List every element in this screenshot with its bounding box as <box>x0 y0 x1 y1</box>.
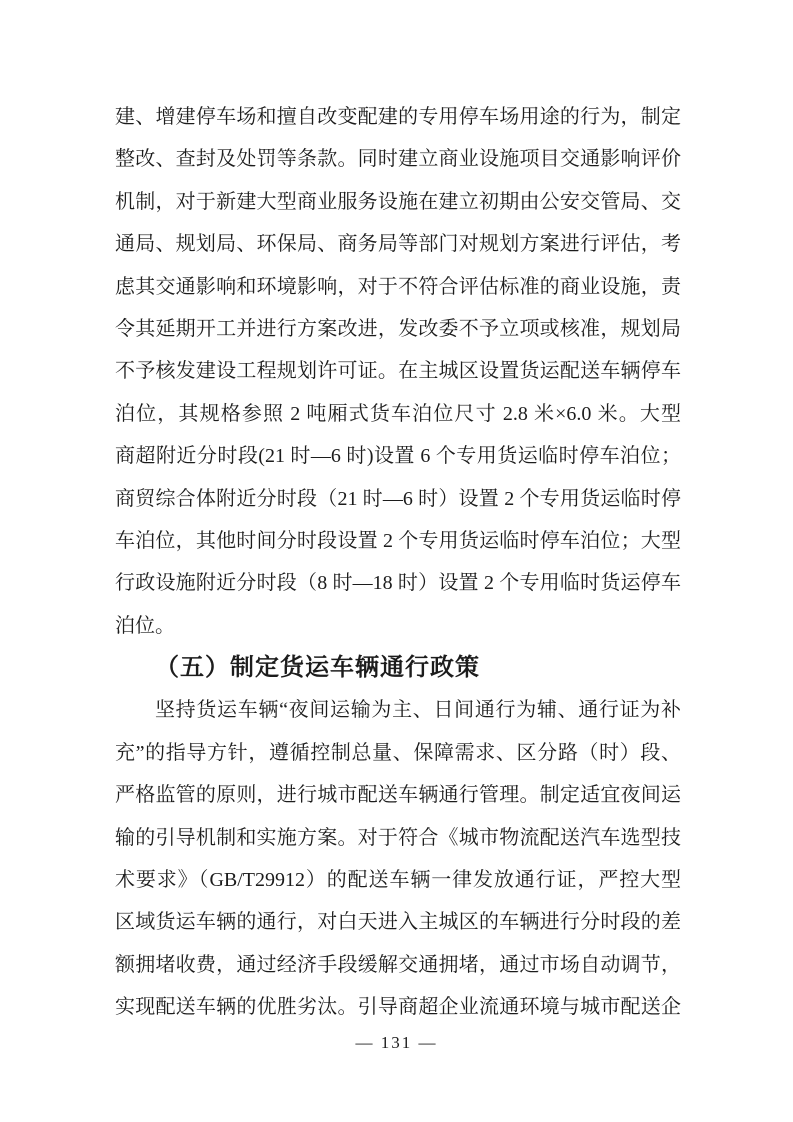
body-text-line: 令其延期开工并进行方案改进，发改委不予立项或核准，规划局 <box>115 317 681 340</box>
body-text-line: 实现配送车辆的优胜劣汰。引导商超企业流通环境与城市配送企 <box>115 996 681 1019</box>
section-heading: （五）制定货运车辆通行政策 <box>155 655 480 682</box>
body-text-line: 额拥堵收费，通过经济手段缓解交通拥堵，通过市场自动调节， <box>115 953 681 976</box>
body-text-line: 机制，对于新建大型商业服务设施在建立初期由公安交管局、交 <box>115 190 681 213</box>
body-text-line: 商超附近分时段(21 时—6 时)设置 6 个专用货运临时停车泊位； <box>115 445 681 468</box>
body-text-line: 严格监管的原则，进行城市配送车辆通行管理。制定适宜夜间运 <box>115 784 681 807</box>
body-text-line: 泊位，其规格参照 2 吨厢式货车泊位尺寸 2.8 米×6.0 米。大型 <box>115 402 681 425</box>
body-text-line: 车泊位，其他时间分时段设置 2 个专用货运临时停车泊位；大型 <box>115 529 681 552</box>
body-text-line: 通局、规划局、环保局、商务局等部门对规划方案进行评估，考 <box>115 233 681 256</box>
body-text-line: 行政设施附近分时段（8 时—18 时）设置 2 个专用临时货运停车 <box>115 572 681 595</box>
page-number: — 131 — <box>355 1033 438 1052</box>
body-text-line: 输的引导机制和实施方案。对于符合《城市物流配送汽车选型技 <box>115 826 681 849</box>
body-text-line: 整改、查封及处罚等条款。同时建立商业设施项目交通影响评价 <box>115 148 681 171</box>
body-text-line: 术要求》（GB/T29912）的配送车辆一律发放通行证，严控大型 <box>115 869 681 892</box>
body-text-line: 充”的指导方针，遵循控制总量、保障需求、区分路（时）段、 <box>115 741 681 764</box>
body-text-line: 坚持货运车辆“夜间运输为主、日间通行为辅、通行证为补 <box>155 699 681 722</box>
body-text-line: 商贸综合体附近分时段（21 时—6 时）设置 2 个专用货运临时停 <box>115 487 681 510</box>
body-text-line: 建、增建停车场和擅自改变配建的专用停车场用途的行为，制定 <box>115 106 681 128</box>
text-block <box>115 96 681 1029</box>
body-text-line: 不予核发建设工程规划许可证。在主城区设置货运配送车辆停车 <box>115 360 681 383</box>
body-text-line: 虑其交通影响和环境影响，对于不符合评估标准的商业设施，责 <box>115 275 681 298</box>
body-text-line: 区域货运车辆的通行，对白天进入主城区的车辆进行分时段的差 <box>115 911 681 934</box>
body-text-line: 泊位。 <box>115 614 175 637</box>
